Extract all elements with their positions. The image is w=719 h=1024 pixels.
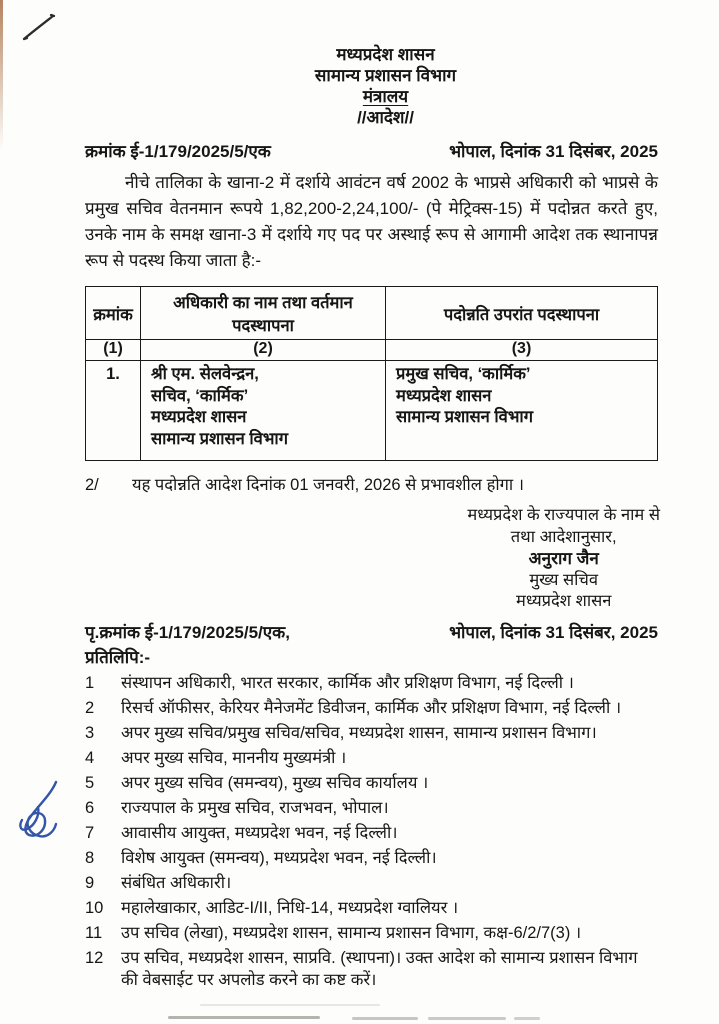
order-number: क्रमांक ई-1/179/2025/5/एक [85, 142, 271, 161]
scan-edge-artifact [0, 0, 3, 150]
scan-smudge [200, 1004, 380, 1006]
order-body-paragraph: नीचे तालिका के खाना-2 में दर्शाये आवंटन वर्ष 2002 के भाप्रसे अधिकारी को भाप्रसे के प्रमुख सचिव वेतनमान रूपये 1,82,200-2,24,100/- (पे मेट्रिक्स-15) में पदोन्नत करते हुए, उनके नाम के समक्ष खाना-3 में दर्शाये गए पद पर अस्थाई रूप से आगामी आदेश तक स्थानापन्न रूप से पदस्थ किया जाता है:- [85, 173, 658, 270]
list-item [85, 697, 658, 719]
list-item [85, 897, 658, 919]
item-number: 8 [85, 848, 95, 867]
list-item [85, 822, 658, 844]
item-number: 10 [85, 898, 104, 917]
item-text: विशेष आयुक्त (समन्वय), मध्यप्रदेश भवन, नई दिल्ली। [121, 848, 437, 867]
endorsement-number: पृ.क्रमांक ई-1/179/2025/5/एक, [85, 622, 290, 642]
item-text: राज्यपाल के प्रमुख सचिव, राजभवन, भोपाल। [121, 798, 389, 817]
scan-smudge [514, 1017, 540, 1020]
list-item [85, 722, 658, 744]
endorsement-row [85, 620, 658, 643]
signatory-name: अनुराग जैन [528, 549, 599, 568]
table-row [86, 361, 658, 461]
signature-block [467, 505, 660, 613]
col-header-sno: क्रमांक [86, 287, 141, 340]
list-item [85, 922, 658, 944]
col-header-name: अधिकारी का नाम तथा वर्तमान पदस्थापना [141, 287, 386, 340]
item-text: आवासीय आयुक्त, मध्यप्रदेश भवन, नई दिल्ली। [121, 823, 398, 842]
officer-department: सामान्य प्रशासन विभाग [151, 429, 288, 448]
item-text: उप सचिव (लेखा), मध्यप्रदेश शासन, सामान्य प्रशासन विभाग, कक्ष-6/2/7(3) । [121, 923, 582, 942]
clause-number: 2/ [85, 476, 99, 494]
signatory-org: मध्यप्रदेश शासन [516, 592, 612, 610]
endorsement-place-date: भोपाल, दिनांक 31 दिसंबर, 2025 [449, 622, 658, 642]
col-header-promotion: पदोन्नति उपरांत पदस्थापना [386, 287, 658, 340]
item-text: महालेखाकार, आडिट-I/II, निधि-14, मध्यप्रदेश ग्वालियर । [121, 898, 459, 917]
officer-current-posting [141, 361, 386, 461]
officer-govt: मध्यप्रदेश शासन [151, 408, 247, 426]
list-item [85, 772, 658, 794]
copies-label: प्रतिलिपि:- [85, 647, 151, 667]
item-number: 1 [85, 673, 95, 692]
by-order-line2: तथा आदेशानुसार, [510, 527, 617, 546]
row-sno: 1. [86, 361, 141, 461]
scan-smudge [428, 1017, 506, 1020]
table-subheader-row [86, 340, 658, 361]
item-text: अपर मुख्य सचिव (समन्वय), मुख्य सचिव कार्यालय । [121, 773, 429, 792]
item-text: संबंधित अधिकारी। [121, 873, 232, 892]
by-order-line1: मध्यप्रदेश के राज्यपाल के नाम से [467, 506, 660, 524]
list-item [85, 672, 658, 694]
place-date: भोपाल, दिनांक 31 दिसंबर, 2025 [449, 142, 658, 161]
signatory-designation: मुख्य सचिव [529, 570, 599, 589]
order-title: //आदेश// [357, 108, 414, 127]
list-item [85, 847, 658, 869]
ministry-label: मंत्रालय [362, 87, 409, 106]
scan-smudge [168, 1016, 320, 1019]
item-number: 6 [85, 798, 95, 817]
table-header-row [86, 287, 658, 340]
scan-smudge [352, 1017, 418, 1020]
promo-department: सामान्य प्रशासन विभाग [396, 408, 533, 426]
item-number: 2 [85, 698, 95, 717]
clause-text: यह पदोन्नति आदेश दिनांक 01 जनवरी, 2026 से प्रभावशील होगा । [132, 476, 525, 494]
post-after-promotion [386, 361, 658, 461]
promo-govt: मध्यप्रदेश शासन [396, 386, 492, 405]
subhead-1: (1) [86, 340, 141, 361]
list-item [85, 797, 658, 819]
subhead-3: (3) [386, 340, 658, 361]
list-item [85, 747, 658, 769]
margin-signature-scribble-icon [16, 776, 68, 864]
item-number: 7 [85, 823, 95, 842]
item-text: उप सचिव, मध्यप्रदेश शासन, साप्रवि. (स्थापना)। उक्त आदेश को सामान्य प्रशासन विभाग की वेबसाईट पर अपलोड करने का कष्ट करें। [121, 948, 638, 989]
clause-2 [85, 474, 658, 496]
letterhead [85, 44, 658, 128]
officer-name: श्री एम. सेलवेन्द्रन, [151, 365, 259, 383]
item-text: अपर मुख्य सचिव, माननीय मुख्यमंत्री । [121, 748, 347, 767]
item-number: 5 [85, 773, 95, 792]
item-text: रिसर्च ऑफीसर, केरियर मैनेजमेंट डिवीजन, कार्मिक और प्रशिक्षण विभाग, नई दिल्ली । [121, 698, 622, 717]
item-number: 9 [85, 873, 95, 892]
item-text: संस्थापन अधिकारी, भारत सरकार, कार्मिक और प्रशिक्षण विभाग, नई दिल्ली । [121, 673, 574, 692]
item-text: अपर मुख्य सचिव/प्रमुख सचिव/सचिव, मध्यप्रदेश शासन, सामान्य प्रशासन विभाग। [121, 723, 597, 742]
reference-row [85, 139, 658, 162]
promo-designation: प्रमुख सचिव, ‘कार्मिक’ [396, 365, 531, 383]
document-content [85, 44, 658, 994]
list-item [85, 947, 658, 991]
department-name: सामान्य प्रशासन विभाग [314, 66, 457, 85]
item-number: 4 [85, 748, 95, 767]
subhead-2: (2) [141, 340, 386, 361]
pen-tick-icon [20, 12, 58, 44]
item-number: 11 [85, 923, 103, 942]
officer-designation: सचिव, ‘कार्मिक’ [151, 386, 249, 405]
item-number: 3 [85, 723, 95, 742]
list-item [85, 872, 658, 894]
copy-distribution-list [85, 672, 658, 991]
promotion-table [85, 286, 658, 461]
item-number: 12 [85, 948, 104, 967]
government-name: मध्यप्रदेश शासन [336, 45, 435, 64]
